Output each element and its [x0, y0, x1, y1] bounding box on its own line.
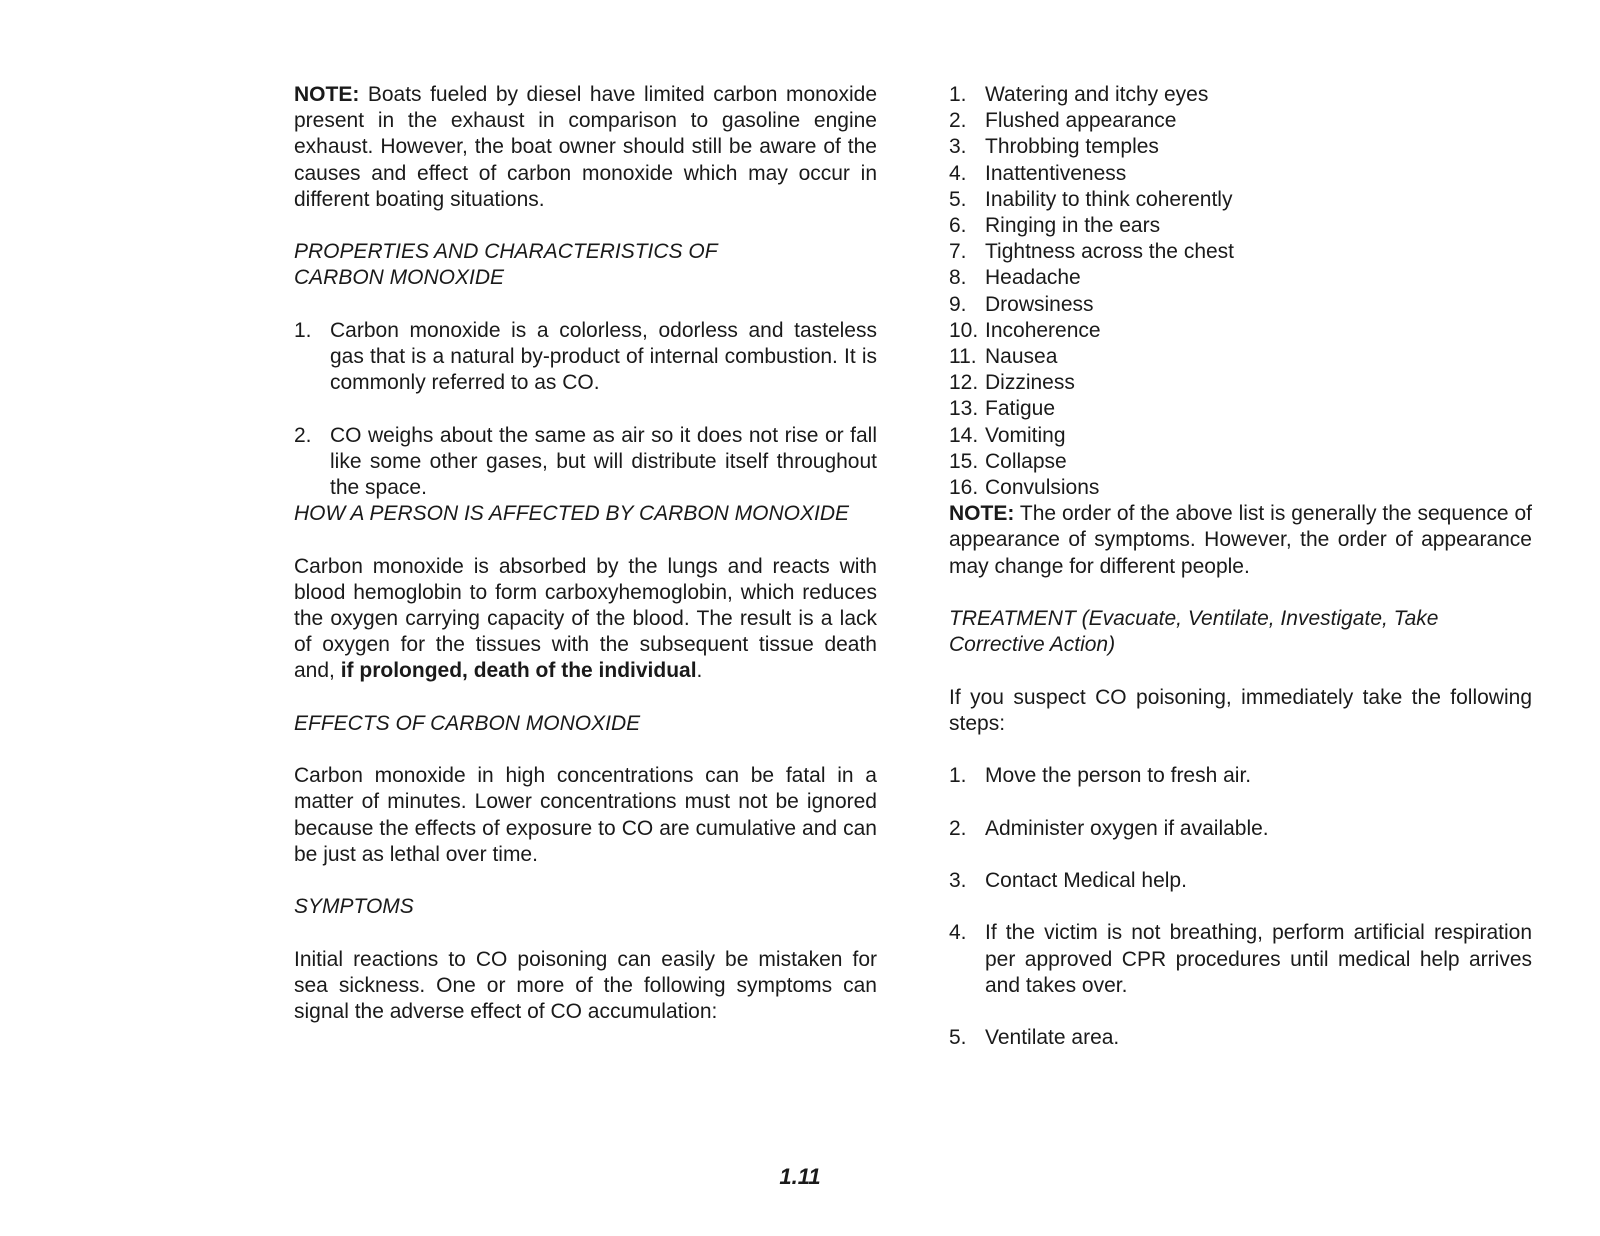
list-item — [294, 423, 877, 502]
list-text: Tightness across the chest — [985, 240, 1235, 264]
list-text: Nausea — [985, 345, 1058, 369]
heading-symptoms: SYMPTOMS — [294, 895, 414, 919]
list-number: 14. — [949, 423, 979, 447]
list-item — [949, 213, 1532, 239]
effects-paragraph: Carbon monoxide in high concentrations can be fatal in a matter of minutes. Lower concentrations must not be ignored because the effects of exposure to CO are cumulative and can be just as lethal over time. — [294, 764, 877, 866]
list-text: Vomiting — [985, 423, 1066, 447]
heading-properties: PROPERTIES AND CHARACTERISTICS OF CARBON MONOXIDE — [294, 240, 718, 290]
list-item — [949, 370, 1532, 396]
list-item — [949, 344, 1532, 370]
list-text: Flushed appearance — [985, 109, 1177, 133]
list-item — [949, 161, 1532, 187]
list-text: Collapse — [985, 449, 1067, 473]
heading-treatment: TREATMENT (Evacuate, Ventilate, Investigate, Take Corrective Action) — [949, 607, 1439, 657]
list-text: Watering and itchy eyes — [985, 83, 1209, 106]
list-text: Ringing in the ears — [985, 214, 1161, 238]
list-item — [294, 318, 877, 397]
list-item — [949, 187, 1532, 213]
list-number: 15. — [949, 449, 979, 473]
list-item — [949, 868, 1532, 894]
affected-paragraph — [294, 554, 877, 685]
list-text: Drowsiness — [985, 292, 1094, 316]
symptoms-list — [949, 82, 1532, 501]
list-number: 12. — [949, 371, 979, 395]
list-number: 3. — [949, 135, 967, 159]
list-item — [949, 763, 1532, 789]
list-text: Throbbing temples — [985, 135, 1159, 159]
list-number: 1. — [949, 764, 967, 788]
note-text: The order of the above list is generally the sequence of appearance of symptoms. However, the order of appearance may change for different people. — [949, 502, 1532, 578]
list-text: If the victim is not breathing, perform artificial respiration per approved CPR procedures until medical help arrives and takes over. — [985, 921, 1532, 997]
list-item — [949, 816, 1532, 842]
list-text: Carbon monoxide is a colorless, odorless and tasteless gas that is a natural by-product of internal combustion. It is commonly referred to as CO. — [330, 318, 877, 395]
list-number: 4. — [949, 921, 967, 945]
list-item — [949, 134, 1532, 160]
list-number: 3. — [949, 869, 967, 893]
affected-bold: if prolonged, death of the individual — [340, 659, 697, 683]
list-number: 11. — [949, 345, 977, 369]
list-number: 13. — [949, 397, 979, 421]
heading-affected: HOW A PERSON IS AFFECTED BY CARBON MONOXIDE — [294, 502, 850, 526]
list-item — [949, 920, 1532, 999]
list-item — [949, 108, 1532, 134]
heading-effects: EFFECTS OF CARBON MONOXIDE — [294, 711, 641, 735]
page-number: 1.11 — [779, 1164, 821, 1189]
list-number: 8. — [949, 266, 967, 290]
list-text: Contact Medical help. — [985, 869, 1187, 893]
list-number: 10. — [949, 318, 979, 342]
order-note — [949, 501, 1532, 580]
list-number: 5. — [949, 1026, 967, 1050]
list-number: 1. — [949, 83, 967, 106]
list-item — [949, 423, 1532, 449]
list-text: Incoherence — [985, 318, 1101, 342]
list-text: Ventilate area. — [985, 1026, 1120, 1050]
list-text: Headache — [985, 266, 1081, 290]
list-number: 4. — [949, 161, 967, 185]
list-item — [949, 265, 1532, 291]
list-number: 2. — [949, 109, 967, 133]
affected-end: . — [696, 659, 703, 683]
list-item — [949, 1025, 1532, 1051]
symptoms-paragraph: Initial reactions to CO poisoning can easily be mistaken for sea sickness. One or more of the following symptoms can signal the adverse effect of CO accumulation: — [294, 947, 877, 1023]
note-label: NOTE: — [294, 83, 360, 106]
list-number: 9. — [949, 292, 967, 316]
list-text: Inattentiveness — [985, 161, 1127, 185]
affected-text: Carbon monoxide is absorbed by the lungs and reacts with blood hemoglobin to form carboxyhemoglobin, which reduces the oxygen carrying capacity of the blood. The result is a lack of oxygen for the tissues with the subsequent tissue death and, — [294, 554, 877, 683]
list-text: Move the person to fresh air. — [985, 764, 1252, 788]
left-column — [294, 82, 877, 1025]
list-number: 2. — [949, 816, 967, 840]
list-number: 5. — [949, 187, 967, 211]
list-text: Fatigue — [985, 397, 1056, 421]
note-label: NOTE: — [949, 502, 1015, 526]
treatment-steps — [949, 763, 1532, 1051]
list-text: Administer oxygen if available. — [985, 816, 1269, 840]
right-column — [949, 82, 1532, 1051]
list-text: Dizziness — [985, 371, 1075, 395]
list-item — [949, 449, 1532, 475]
list-number: 6. — [949, 214, 967, 238]
diesel-note — [294, 82, 877, 213]
list-item — [949, 239, 1532, 265]
list-item — [949, 318, 1532, 344]
list-text: CO weighs about the same as air so it does not rise or fall like some other gases, but will distribute itself throughout the space. — [330, 423, 877, 499]
list-number: 7. — [949, 240, 967, 264]
list-text: Convulsions — [985, 476, 1100, 500]
list-item — [949, 292, 1532, 318]
treatment-intro: If you suspect CO poisoning, immediately take the following steps: — [949, 685, 1532, 735]
list-text: Inability to think coherently — [985, 187, 1233, 211]
properties-list — [294, 318, 877, 501]
list-item — [949, 396, 1532, 422]
list-item — [949, 475, 1532, 501]
list-number: 16. — [949, 476, 979, 500]
list-item — [949, 82, 1532, 108]
note-text: Boats fueled by diesel have limited carbon monoxide present in the exhaust in comparison to gasoline engine exhaust. However, the boat owner should still be aware of the causes and effect of carbon monoxide which may occur in different boating situations. — [294, 83, 877, 211]
list-number: 1. — [294, 318, 312, 342]
list-number: 2. — [294, 423, 312, 447]
